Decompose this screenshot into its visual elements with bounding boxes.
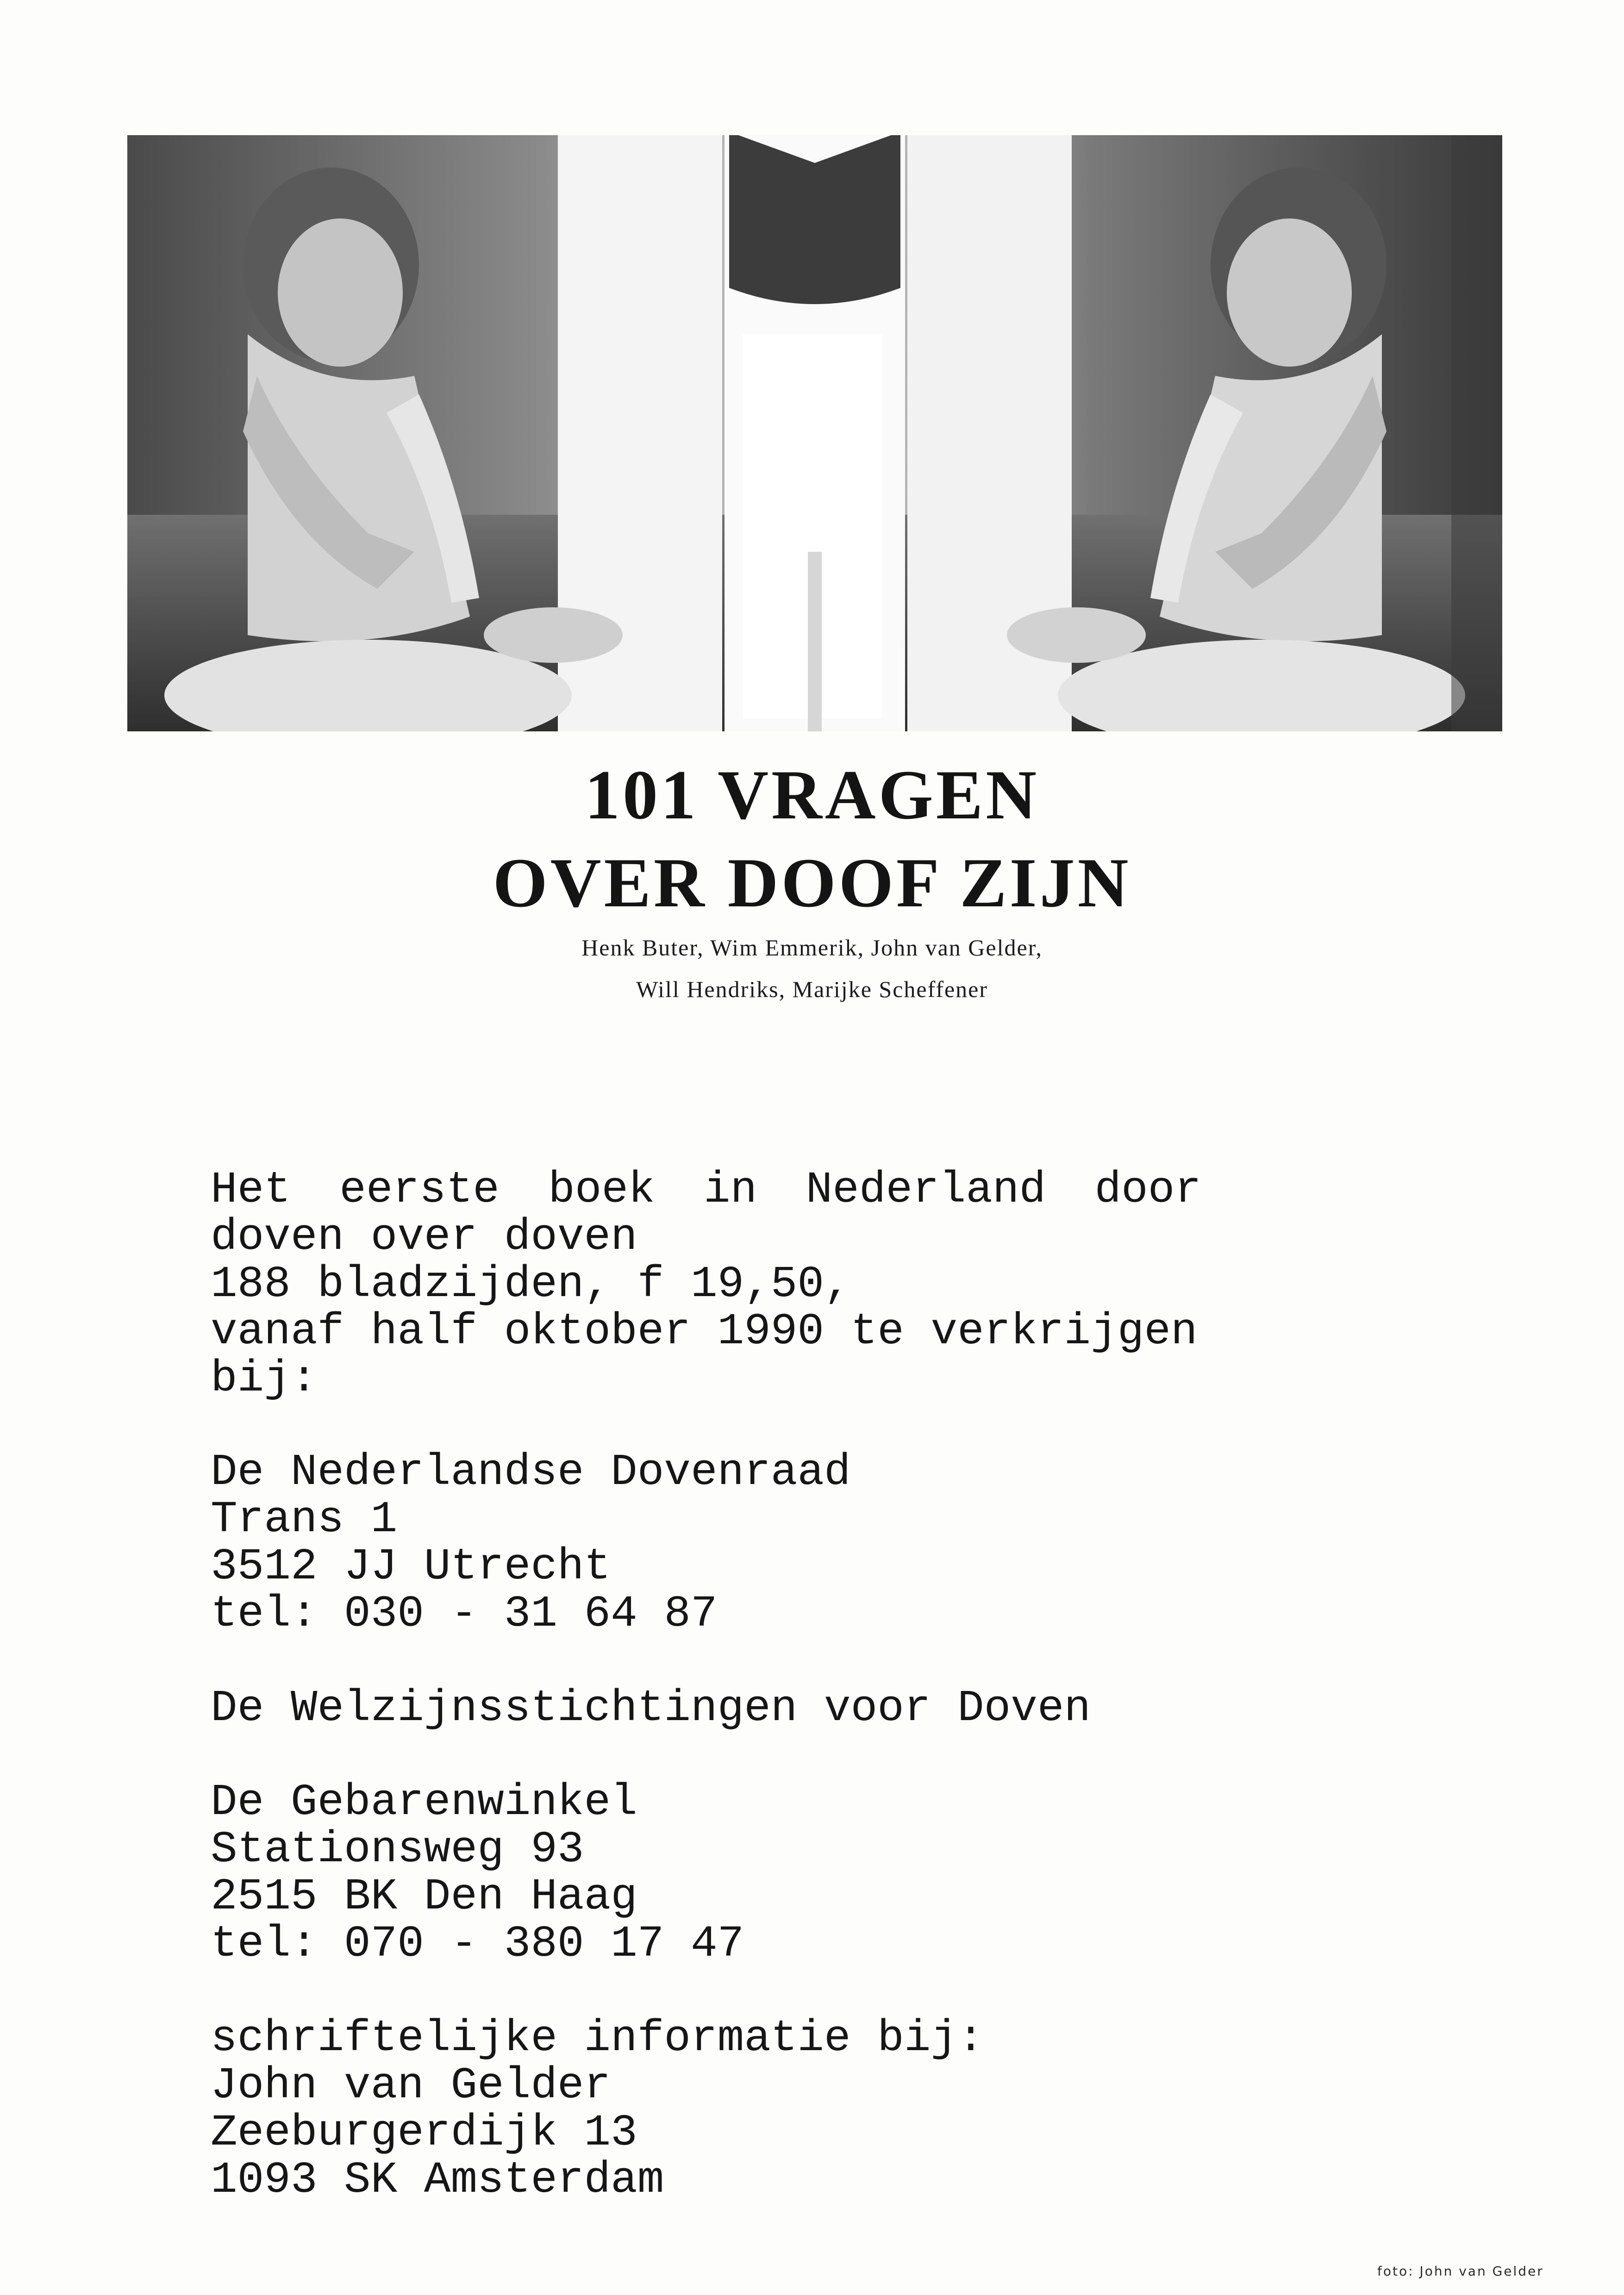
title-line-2: OVER DOOF ZIJN [493, 844, 1131, 922]
mirrored-photo-of-child-image [127, 135, 1502, 731]
address-gebarenwinkel [211, 1779, 1461, 1968]
intro-line-3: 188 bladzijden, f 19,50, [211, 1259, 851, 1310]
address-street: Stationsweg 93 [211, 1824, 584, 1875]
address-phone: tel: 070 - 380 17 47 [211, 1919, 744, 1969]
authors-line-2: Will Hendriks, Marijke Scheffener [636, 976, 988, 1002]
address-city: 1093 SK Amsterdam [211, 2155, 664, 2205]
intro-line-1 [211, 1166, 1201, 1214]
title-line-1: 101 VRAGEN [585, 756, 1039, 834]
authors-line-1: Henk Buter, Wim Emmerik, John van Gelder, [581, 935, 1043, 960]
intro-word: door [1094, 1165, 1201, 1215]
address-dovenraad [211, 1449, 1461, 1638]
intro-word: eerste [339, 1165, 500, 1215]
intro-word: boek [548, 1165, 655, 1215]
address-name: De Welzijnsstichtingen voor Doven [211, 1683, 1091, 1734]
address-street: Zeeburgerdijk 13 [211, 2108, 637, 2158]
intro-block [211, 1166, 1461, 1403]
address-name: De Nederlandse Dovenraad [211, 1447, 851, 1497]
cover-photo [127, 135, 1502, 731]
intro-line-4: vanaf half oktober 1990 te verkrijgen [211, 1306, 1198, 1357]
address-schriftelijk [211, 2015, 1461, 2204]
address-name: De Gebarenwinkel [211, 1777, 637, 1827]
address-city: 3512 JJ Utrecht [211, 1541, 611, 1592]
photo-credit: foto: John van Gelder [1377, 2264, 1544, 2279]
address-city: 2515 BK Den Haag [211, 1871, 637, 1922]
address-street: Trans 1 [211, 1494, 398, 1545]
address-phone: tel: 030 - 31 64 87 [211, 1589, 718, 1639]
address-name: John van Gelder [211, 2060, 611, 2111]
intro-word: Het [211, 1165, 291, 1215]
intro-word: Nederland [806, 1165, 1046, 1215]
address-label: schriftelijke informatie bij: [211, 2013, 984, 2064]
intro-line-2: doven over doven [211, 1212, 637, 1262]
intro-word: in [704, 1165, 757, 1215]
address-welzijn [211, 1685, 1461, 1732]
intro-line-5: bij: [211, 1353, 318, 1404]
